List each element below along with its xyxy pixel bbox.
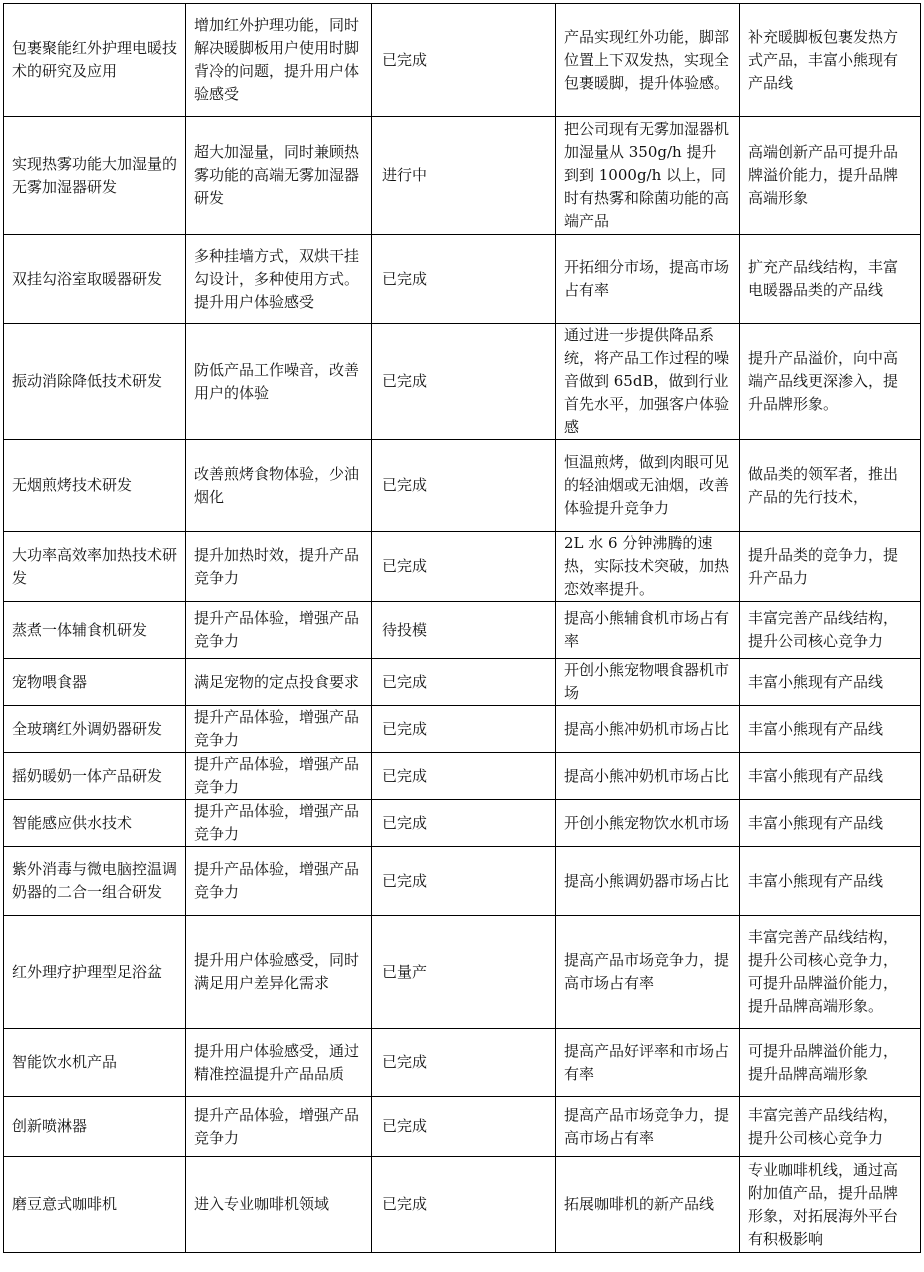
- target-cell: 通过进一步提供降品系统，将产品工作过程的噪音做到 65dB，做到行业首先水平，加强客户体验感: [556, 324, 740, 440]
- table-row: [4, 800, 921, 847]
- status-cell: 已完成: [372, 706, 556, 753]
- project-name-cell: 蒸煮一体辅食机研发: [4, 602, 186, 659]
- table-row: [4, 117, 921, 235]
- impact-cell: 可提升品牌溢价能力，提升品牌高端形象: [740, 1029, 921, 1097]
- table-row: [4, 1097, 921, 1157]
- target-cell: 提高产品好评率和市场占有率: [556, 1029, 740, 1097]
- project-name-cell: 智能饮水机产品: [4, 1029, 186, 1097]
- impact-cell: 高端创新产品可提升品牌溢价能力，提升品牌高端形象: [740, 117, 921, 235]
- table-row: [4, 324, 921, 440]
- project-goal-cell: 提升用户体验感受，通过精准控温提升产品品质: [186, 1029, 372, 1097]
- table-row: [4, 4, 921, 117]
- project-goal-cell: 多种挂墙方式，双烘干挂勾设计，多种使用方式。提升用户体验感受: [186, 235, 372, 324]
- project-goal-cell: 提升产品体验，增强产品竞争力: [186, 847, 372, 916]
- status-cell: 已完成: [372, 659, 556, 706]
- target-cell: 2L 水 6 分钟沸腾的速热，实际技术突破，加热恋效率提升。: [556, 532, 740, 602]
- status-cell: 已完成: [372, 753, 556, 800]
- impact-cell: 丰富小熊现有产品线: [740, 753, 921, 800]
- project-name-cell: 紫外消毒与微电脑控温调奶器的二合一组合研发: [4, 847, 186, 916]
- table-row: [4, 1029, 921, 1097]
- project-name-cell: 无烟煎烤技术研发: [4, 440, 186, 532]
- table-body: [4, 4, 921, 1253]
- table-row: [4, 1157, 921, 1253]
- project-name-cell: 智能感应供水技术: [4, 800, 186, 847]
- project-goal-cell: 超大加湿量，同时兼顾热雾功能的高端无雾加湿器研发: [186, 117, 372, 235]
- project-goal-cell: 提升产品体验，增强产品竞争力: [186, 1097, 372, 1157]
- status-cell: 已量产: [372, 916, 556, 1029]
- target-cell: 提高小熊冲奶机市场占比: [556, 706, 740, 753]
- impact-cell: 丰富完善产品线结构，提升公司核心竞争力: [740, 602, 921, 659]
- table-row: [4, 440, 921, 532]
- impact-cell: 丰富小熊现有产品线: [740, 659, 921, 706]
- target-cell: 拓展咖啡机的新产品线: [556, 1157, 740, 1253]
- table-row: [4, 753, 921, 800]
- rd-projects-table: [3, 3, 921, 1253]
- status-cell: 已完成: [372, 324, 556, 440]
- impact-cell: 提升品类的竞争力，提升产品力: [740, 532, 921, 602]
- status-cell: 已完成: [372, 532, 556, 602]
- target-cell: 提高小熊冲奶机市场占比: [556, 753, 740, 800]
- project-goal-cell: 满足宠物的定点投食要求: [186, 659, 372, 706]
- table-row: [4, 706, 921, 753]
- status-cell: 待投模: [372, 602, 556, 659]
- target-cell: 提高小熊调奶器市场占比: [556, 847, 740, 916]
- impact-cell: 做品类的领军者，推出产品的先行技术，: [740, 440, 921, 532]
- target-cell: 产品实现红外功能，脚部位置上下双发热，实现全包裹暖脚，提升体验感。: [556, 4, 740, 117]
- target-cell: 提高产品市场竞争力，提高市场占有率: [556, 916, 740, 1029]
- table-row: [4, 659, 921, 706]
- project-name-cell: 全玻璃红外调奶器研发: [4, 706, 186, 753]
- project-goal-cell: 提升产品体验，增强产品竞争力: [186, 602, 372, 659]
- target-cell: 开创小熊宠物饮水机市场: [556, 800, 740, 847]
- project-goal-cell: 提升加热时效，提升产品竞争力: [186, 532, 372, 602]
- project-goal-cell: 提升产品体验，增强产品竞争力: [186, 706, 372, 753]
- project-name-cell: 大功率高效率加热技术研发: [4, 532, 186, 602]
- impact-cell: 提升产品溢价，向中高端产品线更深渗入，提升品牌形象。: [740, 324, 921, 440]
- table-row: [4, 916, 921, 1029]
- target-cell: 把公司现有无雾加湿器机加湿量从 350g/h 提升到到 1000g/h 以上，同时有热雾和除菌功能的高端产品: [556, 117, 740, 235]
- status-cell: 进行中: [372, 117, 556, 235]
- status-cell: 已完成: [372, 847, 556, 916]
- project-name-cell: 磨豆意式咖啡机: [4, 1157, 186, 1253]
- impact-cell: 补充暖脚板包裹发热方式产品，丰富小熊现有产品线: [740, 4, 921, 117]
- status-cell: 已完成: [372, 1157, 556, 1253]
- target-cell: 开拓细分市场，提高市场占有率: [556, 235, 740, 324]
- project-name-cell: 双挂勾浴室取暖器研发: [4, 235, 186, 324]
- table-row: [4, 847, 921, 916]
- impact-cell: 专业咖啡机线，通过高附加值产品，提升品牌形象，对拓展海外平台有积极影响: [740, 1157, 921, 1253]
- impact-cell: 丰富小熊现有产品线: [740, 847, 921, 916]
- target-cell: 恒温煎烤，做到肉眼可见的轻油烟或无油烟，改善体验提升竞争力: [556, 440, 740, 532]
- impact-cell: 丰富小熊现有产品线: [740, 706, 921, 753]
- project-name-cell: 实现热雾功能大加湿量的无雾加湿器研发: [4, 117, 186, 235]
- status-cell: 已完成: [372, 235, 556, 324]
- project-goal-cell: 增加红外护理功能，同时解决暖脚板用户使用时脚背冷的问题，提升用户体验感受: [186, 4, 372, 117]
- impact-cell: 丰富小熊现有产品线: [740, 800, 921, 847]
- project-name-cell: 红外理疗护理型足浴盆: [4, 916, 186, 1029]
- project-goal-cell: 提升产品体验，增强产品竞争力: [186, 753, 372, 800]
- status-cell: 已完成: [372, 800, 556, 847]
- project-goal-cell: 提升产品体验，增强产品竞争力: [186, 800, 372, 847]
- table-row: [4, 532, 921, 602]
- status-cell: 已完成: [372, 1029, 556, 1097]
- status-cell: 已完成: [372, 440, 556, 532]
- project-name-cell: 振动消除降低技术研发: [4, 324, 186, 440]
- impact-cell: 扩充产品线结构，丰富电暖器品类的产品线: [740, 235, 921, 324]
- project-goal-cell: 改善煎烤食物体验，少油烟化: [186, 440, 372, 532]
- impact-cell: 丰富完善产品线结构，提升公司核心竞争力: [740, 1097, 921, 1157]
- status-cell: 已完成: [372, 4, 556, 117]
- project-name-cell: 摇奶暖奶一体产品研发: [4, 753, 186, 800]
- impact-cell: 丰富完善产品线结构，提升公司核心竞争力，可提升品牌溢价能力，提升品牌高端形象。: [740, 916, 921, 1029]
- project-name-cell: 包裹聚能红外护理电暖技术的研究及应用: [4, 4, 186, 117]
- target-cell: 开创小熊宠物喂食器机市场: [556, 659, 740, 706]
- table-row: [4, 602, 921, 659]
- project-goal-cell: 防低产品工作噪音，改善用户的体验: [186, 324, 372, 440]
- target-cell: 提高小熊辅食机市场占有率: [556, 602, 740, 659]
- project-name-cell: 创新喷淋器: [4, 1097, 186, 1157]
- project-goal-cell: 进入专业咖啡机领域: [186, 1157, 372, 1253]
- status-cell: 已完成: [372, 1097, 556, 1157]
- project-goal-cell: 提升用户体验感受，同时满足用户差异化需求: [186, 916, 372, 1029]
- table-row: [4, 235, 921, 324]
- project-name-cell: 宠物喂食器: [4, 659, 186, 706]
- target-cell: 提高产品市场竞争力，提高市场占有率: [556, 1097, 740, 1157]
